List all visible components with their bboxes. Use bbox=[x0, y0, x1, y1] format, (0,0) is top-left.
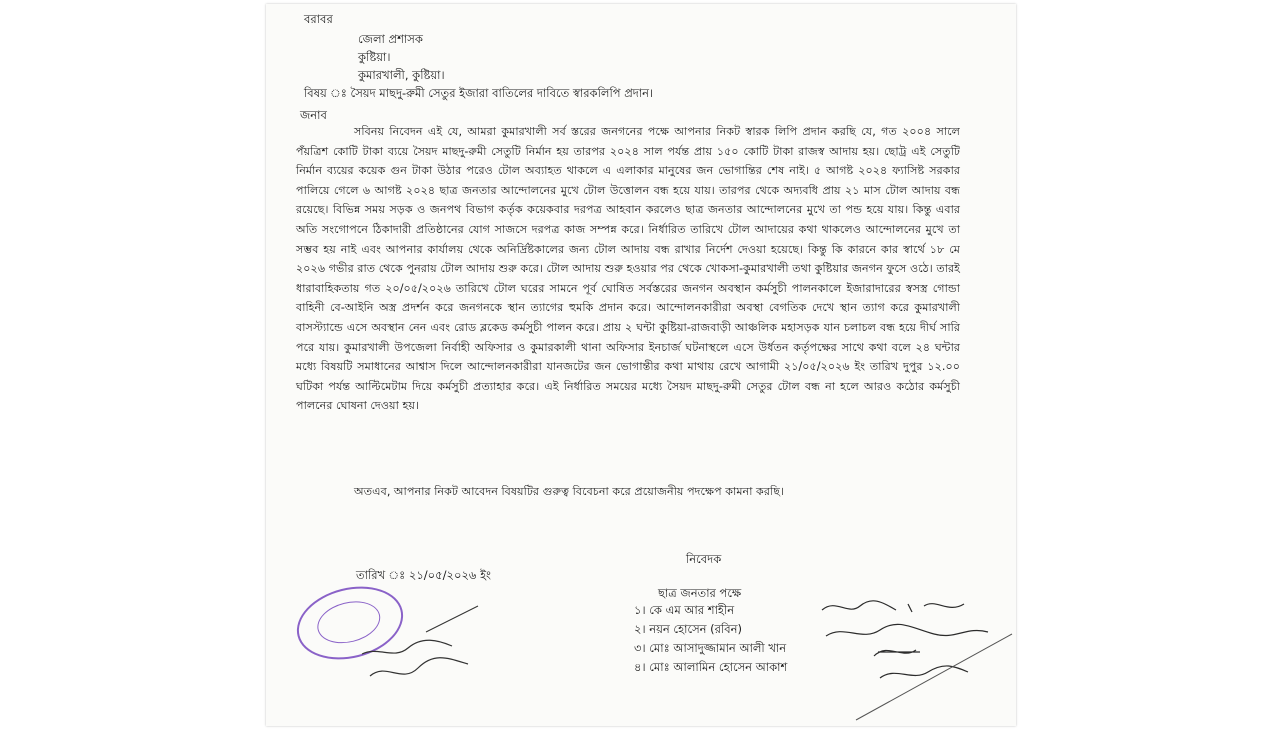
signatory-2: ২। নয়ন হোসেন (রবিন) bbox=[634, 622, 743, 636]
received-signature bbox=[356, 602, 486, 692]
sender-label: নিবেদক bbox=[686, 552, 722, 566]
subject-line: বিষয় ঃ সৈয়দ মাছদু-রুমী সেতুর ইজারা বাতিলের দাবিতে স্বারকলিপি প্রদান। bbox=[304, 86, 654, 100]
signatory-1: ১। কে এম আর শাহীন bbox=[634, 603, 735, 617]
recipient-via: কুমারখালী, কুষ্টিয়া। bbox=[358, 68, 445, 82]
recipient-district: কুষ্টিয়া। bbox=[358, 50, 391, 64]
letter-body: সবিনয় নিবেদন এই যে, আমরা কুমারখালী সর্ব স্তরের জনগনের পক্ষে আপনার নিকট স্বারক লিপি প্রদান করছি যে, গত ২০০৪ সালে পঁয়ত্রিশ কোটি টাকা ব্যয়ে সৈয়দ মাছদু-রুমী সেতুটি নির্মান হয় তারপর ২০২৪ সাল পর্যন্ত প্রায় ১৫০ কোটি টাকা রাজস্ব আদায় হয়। ছোট্র এই সেতুটি নির্মান ব্যয়ের কয়েক গুন টাকা উঠার পরেও টোল অব্যাহত থাকলে এ এলাকার মানুষের জন ভোগান্তির শেষ নাই। ৫ আগষ্ট ২০২৪ ফ্যাসিষ্ট সরকার পালিয়ে গেলে ৬ আগষ্ট ২০২৪ ছাত্র জনতার আন্দোলনের মুখে টোল উত্তোলন বন্ধ হয়ে যায়। তারপর থেকে অদ্যবধি প্রায় ২১ মাস টোল আদায় বন্ধ রয়েছে। বিভিন্ন সময় সড়ক ও জনপথ বিভাগ কর্তৃক কয়েকবার দরপত্র আহবান করলেও ছাত্র জনতার আন্দোলনের মুখে তা পন্ড হয়ে যায়। কিন্তু এবার অতি সংগোপনে ঠিকাদারী প্রতিষ্ঠানের যোগ সাজসে দরপত্র কাজ সম্পন্ন করে। নির্ধারিত তারিখে টোল আদায়ের কথা থাকলেও আন্দোলনের মুখে তা সম্ভব হয় নাই এবং আপনার কার্যালয় থেকে অনির্দ্রিষ্টকালের জন্য টোল আদায় বন্ধ রাখার নির্দেশ দেওয়া হয়েছে। কিন্তু কি কারনে কার স্বার্থে ১৮ মে ২০২৬ গভীর রাত থেকে পুনরায় টোল আদায় শুরু করে। টোল আদায় শুরু হওয়ার পর থেকে খোকসা-কুমারখালী তথা কুষ্টিয়ার জনগন ফুসে ওঠে। তারই ধারাবাহিকতায় গত ২০/০৫/২০২৬ তারিখে টোল ঘরের সামনে পূর্ব ঘোষিত সর্বস্তরের জনগন অবস্থান কর্মসুচী পালনকালে ইজারাদারের স্বসস্ত্র গোন্ডা বাহিনী বে-আইনি অস্ত্র প্রদর্শন করে জনগনকে স্থান ত্যাগের হুমকি প্রদান করে। আন্দোলনকারীরা অবস্থা বেগতিক দেখে স্থান ত্যাগ করে কুমারখালী বাসস্ট্যান্ডে এসে অবস্থান নেন এবং রোড ব্লকেড কর্মসুচী পালন করে। প্রায় ২ ঘন্টা কুষ্টিয়া-রাজবাড়ী আঞ্চলিক মহাসড়ক যান চলাচল বন্ধ হয়ে দীর্ঘ সারি পরে যায়। কুমারখালী উপজেলা নির্বাহী অফিসার ও কুমারকালী থানা অফিসার ইনচার্জ ঘটনাস্থলে এসে উর্ধতন কর্তৃপক্ষের সাথে কথা বলে ২৪ ঘন্টার মধ্যে বিষয়টি সমাধানের আশ্বাস দিলে আন্দোলনকারীরা যানজটের জন ভোগান্তীর কথা মাথায় রেখে আগামী ২১/০৫/২০২৬ ইং তারিখ দুপুর ১২.০০ ঘটিকা পর্যন্ত আল্টিমেটাম দিয়ে কর্মসুচী প্রত্যাহার করে। এই নির্ধারিত সময়ের মধ্যে সৈয়দ মাছদু-রুমী সেতুর টোল বন্ধ না হলে আরও কঠোর কর্মসুচী পালনের ঘোষনা দেওয়া হয়। bbox=[296, 125, 960, 413]
on-behalf-label: ছাত্র জনতার পক্ষে bbox=[658, 586, 742, 600]
signatory-4: ৪। মোঃ আলামিন হোসেন আকাশ bbox=[634, 660, 788, 674]
signatory-3: ৩। মোঃ আসাদুজ্জামান আলী খান bbox=[634, 641, 787, 655]
closing-paragraph: অতএব, আপনার নিকট আবেদন বিষয়টির গুরুত্ব বিবেচনা করে প্রয়োজনীয় পদক্ষেপ কামনা করছি। bbox=[354, 485, 784, 498]
letter-page bbox=[266, 4, 1016, 726]
date-line: তারিখ ঃ ২১/০৫/২০২৬ ইং bbox=[356, 568, 491, 582]
addressee-prefix: বরাবর bbox=[304, 12, 333, 26]
salutation: জনাব bbox=[300, 108, 327, 122]
recipient-title: জেলা প্রশাসক bbox=[358, 32, 423, 46]
signatories-signatures bbox=[816, 594, 1016, 724]
